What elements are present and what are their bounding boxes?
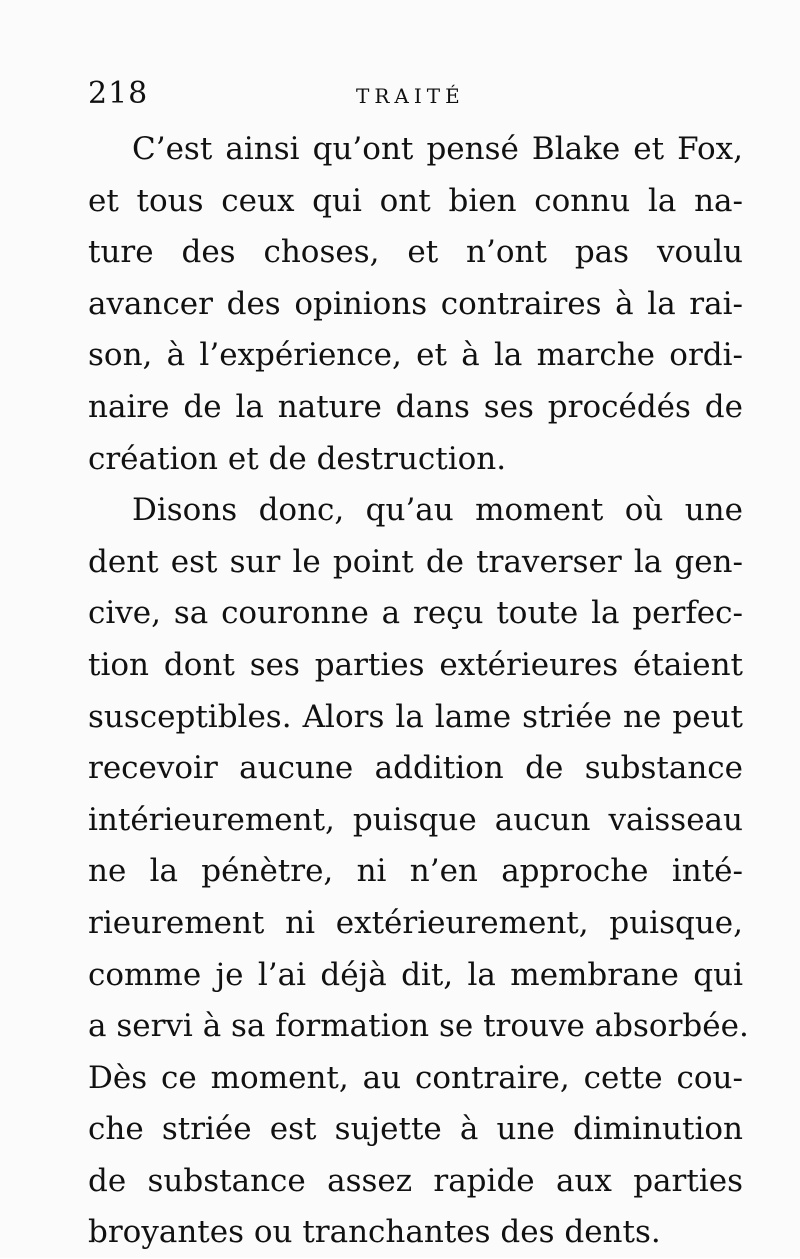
text-line: naire de la nature dans ses procédés de xyxy=(88,388,743,425)
text-line: broyantes ou tranchantes des dents. xyxy=(88,1214,661,1251)
text-line: a servi à sa formation se trouve absorbée. xyxy=(88,1008,749,1045)
body-text xyxy=(88,124,749,1259)
text-line: ture des choses, et n’ont pas voulu xyxy=(88,234,743,271)
text-line: dent est sur le point de traverser la gen- xyxy=(88,543,743,580)
text-line: intérieurement, puisque aucun vaisseau xyxy=(88,801,743,838)
text-line: cive, sa couronne a reçu toute la perfec- xyxy=(88,595,743,632)
text-line: comme je l’ai déjà dit, la membrane qui xyxy=(88,956,743,993)
text-line: son, à l’expérience, et à la marche ordi- xyxy=(88,337,743,374)
text-line: Dès ce moment, au contraire, cette cou- xyxy=(88,1059,743,1096)
text-line: susceptibles. Alors la lame striée ne peut xyxy=(88,698,743,735)
running-title: TRAITÉ xyxy=(356,84,465,108)
text-line: avancer des opinions contraires à la rai- xyxy=(88,285,743,322)
text-line: création et de destruction. xyxy=(88,440,507,477)
text-line: Disons donc, qu’au moment où une xyxy=(132,492,743,529)
text-line: et tous ceux qui ont bien connu la na- xyxy=(88,182,743,219)
text-line: C’est ainsi qu’ont pensé Blake et Fox, xyxy=(132,131,743,167)
text-line: tion dont ses parties extérieures étaient xyxy=(88,646,743,683)
text-line: rieurement ni extérieurement, puisque, xyxy=(88,904,743,941)
text-line: che striée est sujette à une diminution xyxy=(88,1111,743,1148)
text-line: recevoir aucune addition de substance xyxy=(88,750,743,787)
page-header xyxy=(88,76,740,116)
text-line: ne la pénètre, ni n’en approche inté- xyxy=(88,853,743,890)
text-line: de substance assez rapide aux parties xyxy=(88,1162,743,1199)
page-number: 218 xyxy=(88,76,149,111)
